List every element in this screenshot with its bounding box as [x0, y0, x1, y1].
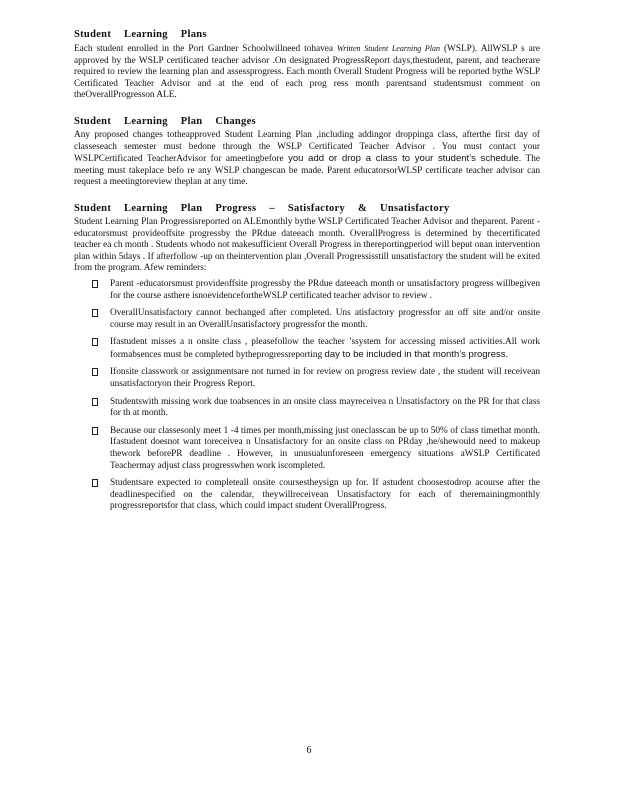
paragraph-plan-changes: Any proposed changes totheapproved Student Learning Plan ,including addingor droppinga class, afterthe first day of classeseach semester must bedone through the WSLP Certificated Teacher Advisor . You must contact your WSLPCertificated TeacherAdvisor for ameetingbefore you add or drop a class to your student’s schedule. The meeting must takeplace befo re any WSLP changescan be made. Parent educatorsorWLSP certificate teacher advisor can request a meetingtoreview theplan at any time.	[74, 129, 540, 188]
heading-student-learning-plans: Student Learning Plans	[74, 29, 207, 40]
list-item: Because our classesonly meet 1 -4 times per month,missing just oneclasscan be up to 50% of class timethat month. Ifastudent doesnot want toreceivea n Unsatisfactory for an onsite class on PRday ,he/shewould need to makeup thework beforePR deadline . However, in unusualunforeseen emergency situations aWSLP Certificated Teachermay adjust class progresswhen work iscompleted.	[90, 426, 540, 472]
bullet-box-icon	[92, 338, 98, 346]
paragraph-plan-progress: Student Learning Plan Progressisreported on ALEmonthly bythe WSLP Certificated Teacher Advisor and theparent. Parent -educatorsmust provideoffsite progressby the PRdue dateeach month. OverallProgress is determined by thecertificated teacher ea ch month . Students whodo not makesufficient Overall Progress in thereportingperiod will beput onan intervention plan within 5days . If afterfollow -up on theintervention plan ,Overall Progressisstill unsatisfactory the student will be exited from the program. Afew reminders:	[74, 216, 540, 274]
list-item: Parent -educatorsmust provideoffsite progressby the PRdue dateeach month or unsatisfactory progress willbegiven for the course asthere isnoevidencefortheWSLP certificated teacher advisor to review .	[90, 279, 540, 302]
bullet-box-icon	[92, 479, 98, 487]
bullet-box-icon	[92, 280, 98, 288]
bullet-box-icon	[92, 368, 98, 376]
page-number: 6	[306, 745, 312, 756]
heading-plan-progress: Student Learning Plan Progress – Satisfactory & Unsatisfactory	[74, 202, 450, 214]
list-item: Studentsare expected to completeall onsite coursestheysign up for. If astudent choosestodrop acourse after the deadlinespecified on the calendar, theywillreceivean Unsatisfactory for each of theremainingmonthly progressreportsfor that class, which could impact student OverallProgress.	[90, 478, 540, 513]
reminders-list	[74, 279, 540, 513]
bullet-box-icon	[92, 427, 98, 435]
bullet-box-icon	[92, 309, 98, 317]
list-item: Ifastudent misses a n onsite class , pleasefollow the teacher ’ssystem for accessing missed activities.All work formabsences must be completed bytheprogressreporting day to be included in that month’s progress.	[90, 337, 540, 361]
list-item: OverallUnsatisfactory cannot bechanged after completed. Uns atisfactory progressfor an off site and/or onsite course may result in an OverallUnsatisfactory progressfor the month.	[90, 308, 540, 331]
bullet-box-icon	[92, 398, 98, 406]
page-content	[74, 28, 540, 519]
list-item: Ifonsite classwork or assignmentsare not turned in for review on progress review date , the student will receivean unsatisfactoryon their Progress Report.	[90, 367, 540, 390]
list-item: Studentswith missing work due toabsences in an onsite class mayreceivea n Unsatisfactory on the PR for that class for th at month.	[90, 397, 540, 420]
paragraph-learning-plans: Each student enrolled in the Port Gardner Schoolwillneed tohavea Written Student Learning Plan (WSLP). AllWSLP s are approved by the WSLP certificated teacher advisor .On designated ProgressReport days,thestudent, parent, and teacherare required to review the learning plan and assessprogress. Each month Overall Student Progress will be reported bythe WSLP Certificated Teacher Advisor and at the end of each prog ress month parentsand studentsmust comment on theOverallProgresson ALE.	[74, 44, 540, 101]
heading-plan-changes: Student Learning Plan Changes	[74, 115, 256, 127]
